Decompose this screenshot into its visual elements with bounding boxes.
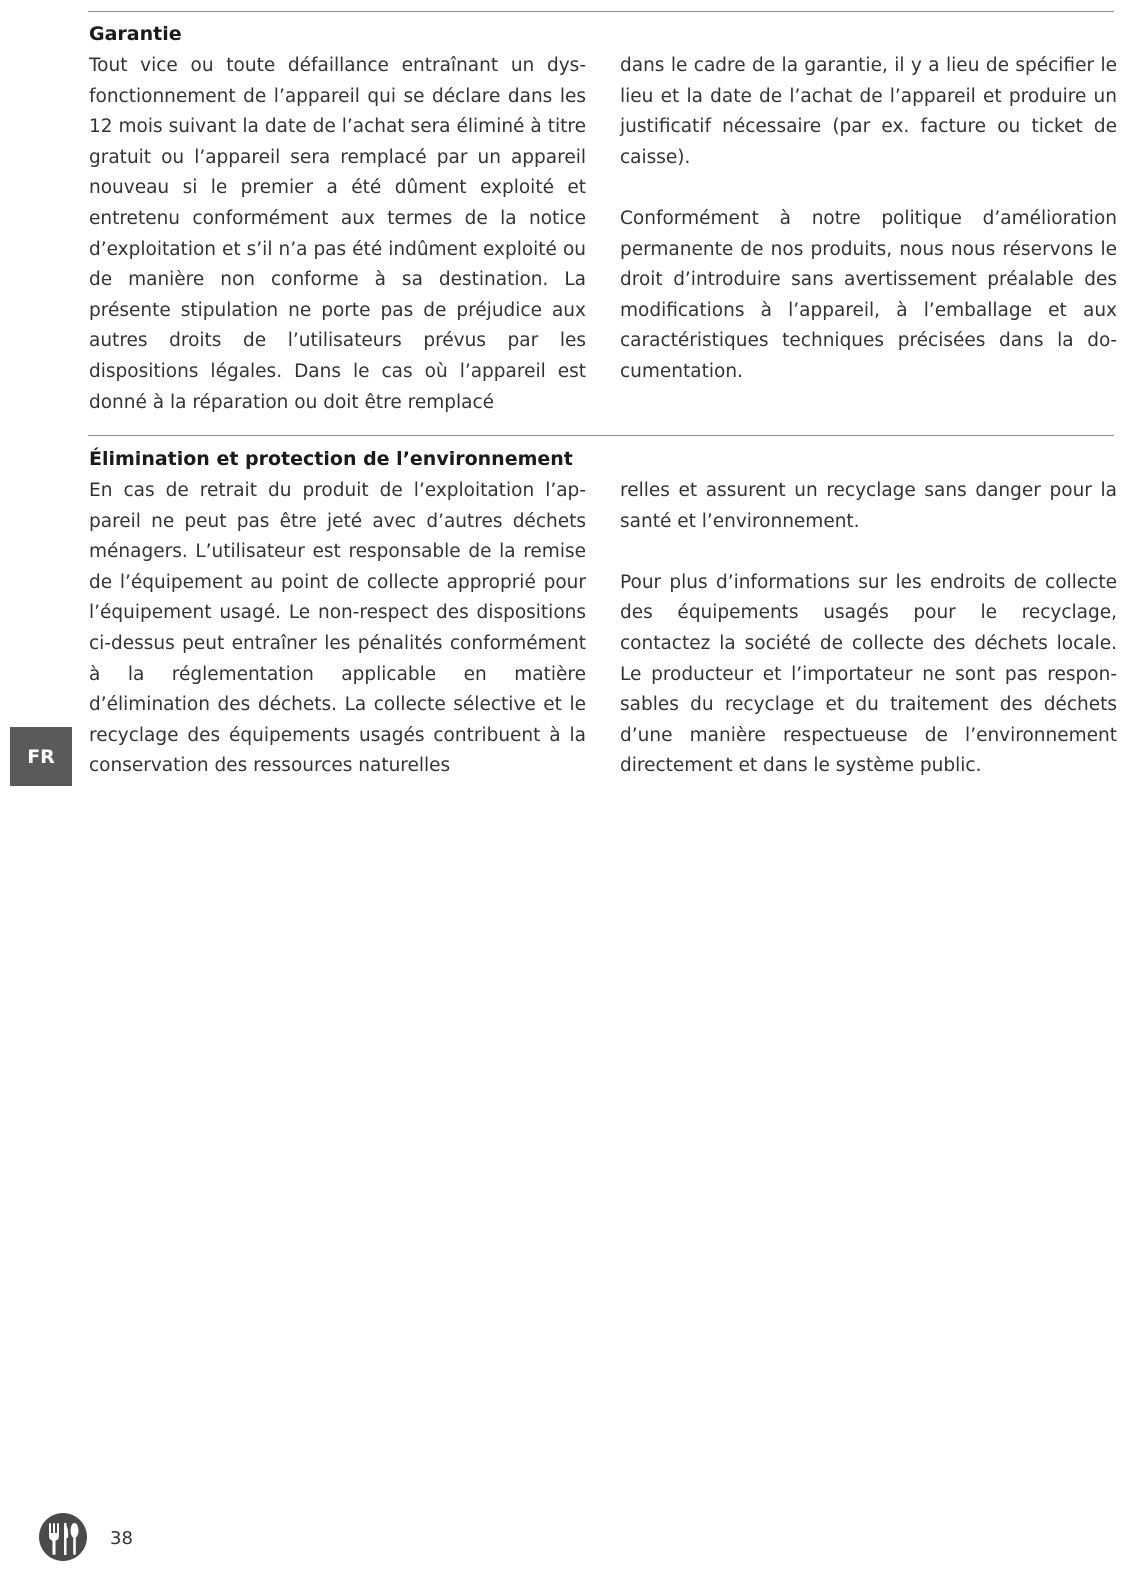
section-title-garantie: Garantie [89, 23, 182, 45]
page-number: 38 [110, 1528, 133, 1549]
paragraph: En cas de retrait du produit de l’exploitation l’appareil ne peut pas être jeté avec d’autres déchets ménagers. L’utilisateur est responsable de la remise de l’équipement au point de collecte approprié pour l’équipement usagé. Le non-respect des dispositions ci-dessus peut entraîner les pénalités conformément à la réglementation applicable en matière d’élimination des déchets. La collecte sélective et le recyclage des équipements usagés contribuent à la conservation des ressources naturelles [89, 480, 586, 777]
language-tab [10, 727, 72, 786]
paragraph: relles et assurent un recyclage sans danger pour la santé et l’environnement. [620, 480, 1117, 532]
paragraph: Pour plus d’informations sur les endroits de collecte des équipements usagés pour le recyclage, contactez la société de collecte des déchets locale. Le producteur et l’importateur ne sont pas responsables du recyclage et du traitement des déchets d’une manière respectueuse de l’environnement directement et dans le système public. [620, 571, 1117, 777]
paragraph: dans le cadre de la garantie, il y a lieu de spécifier le lieu et la date de l’achat de l’appareil et produire un justificatif nécessaire (par ex. facture ou ticket de caisse). [620, 55, 1117, 168]
elimination-left-column [89, 476, 586, 782]
garantie-left-column [89, 51, 586, 418]
paragraph: Tout vice ou toute défaillance entraînant un dysfonctionnement de l’appareil qui se déclare dans les 12 mois suivant la date de l’achat sera éliminé à titre gratuit ou l’appareil sera remplacé par un appareil nouveau si le premier a été dûment exploité et entretenu conformément aux termes de la notice d’exploitation et s’il n’a pas été indûment exploité ou de manière non conforme à sa destination. La présente stipulation ne porte pas de préjudice aux autres droits de l’utilisateurs prévus par les dispositions légales. Dans le cas où l’appareil est donné à la réparation ou doit être remplacé [89, 55, 586, 413]
language-label: FR [27, 745, 55, 768]
garantie-right-column [620, 51, 1117, 388]
elimination-right-column [620, 476, 1117, 782]
cutlery-icon [38, 1512, 88, 1562]
section-divider [88, 435, 1114, 436]
section-title-elimination: Élimination et protection de l’environnement [89, 448, 573, 470]
top-divider [88, 11, 1114, 12]
paragraph: Conformément à notre politique d’amélioration permanente de nos produits, nous nous réservons le droit d’introduire sans avertissement préalable des modifications à l’appareil, à l’emballage et aux caractéristiques techniques précisées dans la documentation. [620, 207, 1117, 382]
